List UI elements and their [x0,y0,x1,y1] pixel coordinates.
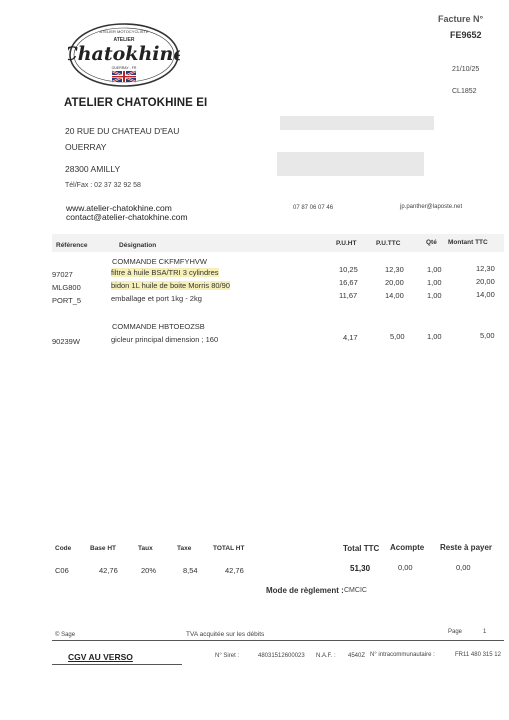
page-number: 1 [483,629,487,635]
cell-puttc: 12,30 [385,265,404,274]
cell-designation: bidon 1L huile de boite Morris 80/90 [111,281,230,290]
intra-label: N° intracommunautaire : [370,652,435,658]
logo-sub-text: OUERRAY - FR [111,66,137,70]
company-address-line2: OUERRAY [65,142,107,152]
payment-label: Mode de règlement : [266,586,344,595]
tax-amount: 8,54 [183,566,198,575]
client-code: CL1852 [452,88,477,95]
union-jack-icon [112,71,136,82]
tax-rate: 20% [141,566,157,575]
cell-montant: 12,30 [476,264,495,273]
cell-puht: 16,67 [339,278,358,287]
siret-label: N° Siret : [215,653,240,659]
logo-top-text: ATELIER MOTOCYCLISTE [99,29,149,34]
acompte-value: 0,00 [398,563,413,572]
cell-puht: 4,17 [343,333,358,342]
payment-value: CMCIC [344,587,367,594]
cell-reference: 97027 [52,270,73,279]
total-ttc-label: Total TTC [343,544,380,553]
cell-montant: 14,00 [476,290,495,299]
tva-note: TVA acquitée sur les débits [186,631,265,638]
company-email: contact@atelier-chatokhine.com [66,212,188,222]
cell-reference: MLG800 [52,283,81,292]
intra-value: FR11 480 315 12 [455,652,501,658]
company-city: 28300 AMILLY [65,164,121,174]
order-heading: COMMANDE HBTOEOZSB [112,322,205,331]
tax-header-code: Code [55,545,72,552]
cell-puttc: 5,00 [390,332,405,341]
logo-name-text: Chatokhine [68,43,180,65]
cell-puht: 10,25 [339,265,358,274]
cell-qte: 1,00 [427,265,442,274]
total-ttc-value: 51,30 [350,564,371,573]
company-phone: Tél/Fax : 02 37 32 92 58 [65,182,141,189]
tax-total-ht: 42,76 [225,566,244,575]
company-logo [68,22,180,88]
reste-label: Reste à payer [440,543,493,552]
cell-designation: emballage et port 1kg - 2kg [111,294,202,303]
cell-montant: 20,00 [476,277,495,286]
cell-puttc: 20,00 [385,278,404,287]
invoice-title: Facture N° [438,14,484,24]
cell-qte: 1,00 [427,278,442,287]
company-address-line1: 20 RUE DU CHATEAU D'EAU [65,126,180,136]
cell-qte: 1,00 [427,291,442,300]
naf-value: 4540Z [348,653,366,659]
cell-reference: PORT_5 [52,296,82,305]
invoice-number: FE9652 [450,30,482,40]
tax-base: 42,76 [99,566,118,575]
sage-copyright: © Sage [55,632,76,638]
col-header-qte: Qté [426,239,437,246]
naf-label: N.A.F. : [316,653,336,659]
col-header-puttc: P.U.TTC [376,240,401,247]
cell-puttc: 14,00 [385,291,404,300]
col-header-montant: Montant TTC [448,239,488,246]
cell-designation: gicleur principal dimension ; 160 [111,335,219,344]
cell-reference: 90239W [52,337,80,346]
footer-divider [52,640,504,641]
col-header-designation: Désignation [119,242,157,249]
logo-atelier-text: ATELIER [113,37,135,43]
client-address-redacted [277,152,424,176]
client-phone: 07 87 06 07 46 [293,205,334,211]
tax-header-base: Base HT [90,545,117,552]
cgv-label: CGV AU VERSO [68,652,133,662]
company-website: www.atelier-chatokhine.com [66,203,172,213]
tax-header-taxe: Taxe [177,545,192,552]
page-label: Page [448,629,463,635]
tax-header-total-ht: TOTAL HT [213,545,245,552]
tax-header-taux: Taux [138,545,153,552]
company-name: ATELIER CHATOKHINE EI [64,97,208,109]
col-header-puht: P.U.HT [336,240,357,247]
cell-montant: 5,00 [480,331,495,340]
acompte-label: Acompte [390,543,425,552]
cell-puht: 11,67 [339,291,358,300]
cell-qte: 1,00 [427,332,442,341]
cell-designation: filtre à huile BSA/TRI 3 cylindres [111,268,219,277]
tax-code: C06 [55,566,69,575]
cgv-underline [52,664,182,665]
reste-value: 0,00 [456,563,471,572]
order-heading: COMMANDE CKFMFYHVW [112,257,207,266]
col-header-reference: Référence [56,242,88,249]
client-name-redacted [280,116,434,130]
client-email: jp.panther@laposte.net [400,204,463,210]
invoice-date: 21/10/25 [452,66,480,73]
siret-value: 48031512600023 [258,653,305,659]
